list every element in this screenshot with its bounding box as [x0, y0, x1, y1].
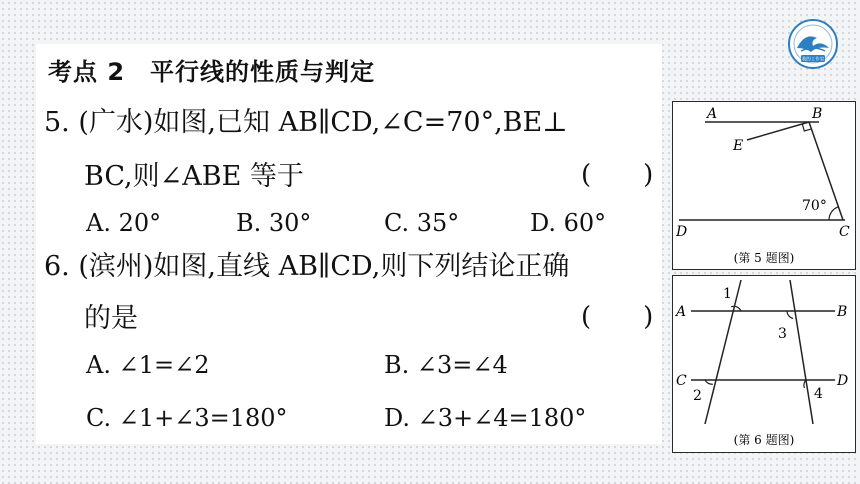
logo-text: 我的工作室	[801, 57, 825, 63]
label-a: A	[676, 304, 687, 320]
angle-3-arc	[787, 311, 793, 319]
q6-option-c: C. ∠1+∠3=180°	[86, 404, 288, 432]
q5-answer-paren: ( )	[581, 160, 654, 190]
figure-6-caption: (第 6 题图)	[733, 433, 795, 447]
figure-5-caption: (第 5 题图)	[733, 251, 795, 265]
label-angle-1: 1	[723, 286, 732, 302]
angle-4-arc	[804, 380, 806, 388]
label-c: C	[839, 224, 850, 240]
q6-option-b: B. ∠3=∠4	[384, 351, 508, 379]
label-b: B	[812, 106, 823, 122]
q5-line-1: 5. (广水)如图,已知 AB∥CD,∠C=70°,BE⊥	[44, 107, 568, 138]
figure-5-diagram	[673, 102, 855, 269]
label-angle-70: 70°	[802, 198, 827, 214]
q5-option-c: C. 35°	[384, 209, 460, 237]
segment-be	[747, 122, 809, 140]
wave-logo-icon	[787, 18, 839, 70]
label-c: C	[676, 373, 687, 389]
q5-line-2: BC,则∠ABE 等于	[84, 161, 304, 192]
q6-option-d: D. ∠3+∠4=180°	[384, 404, 587, 432]
transversal-right	[790, 280, 813, 424]
logo-badge	[787, 18, 839, 70]
figure-6	[672, 275, 856, 453]
label-b: B	[837, 304, 848, 320]
q5-option-b: B. 30°	[236, 209, 312, 237]
q6-option-a: A. ∠1=∠2	[86, 351, 210, 379]
figure-5	[672, 101, 856, 270]
label-angle-3: 3	[778, 326, 787, 342]
worksheet-page	[36, 44, 662, 444]
label-angle-4: 4	[814, 386, 823, 402]
angle-c-arc	[829, 207, 838, 220]
label-d: D	[676, 224, 688, 240]
q6-answer-paren: ( )	[581, 302, 654, 332]
label-a: A	[707, 106, 718, 122]
section-title: 考点 2 平行线的性质与判定	[48, 58, 376, 86]
q6-line-1: 6. (滨州)如图,直线 AB∥CD,则下列结论正确	[44, 251, 570, 282]
figure-6-diagram	[673, 276, 855, 452]
label-e: E	[733, 138, 744, 154]
label-d: D	[837, 373, 849, 389]
q5-option-a: A. 20°	[86, 209, 162, 237]
q6-line-2: 的是	[84, 303, 138, 334]
q5-option-d: D. 60°	[530, 209, 607, 237]
label-angle-2: 2	[693, 388, 702, 404]
